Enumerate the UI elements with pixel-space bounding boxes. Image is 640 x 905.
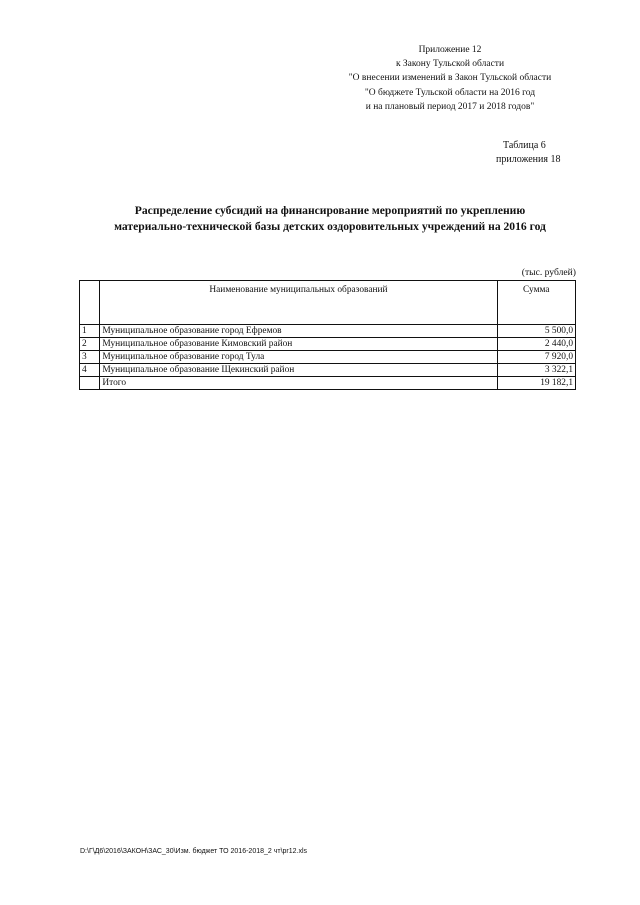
subsidy-table [79,280,576,390]
table-total-row [80,377,576,390]
table-header-row [80,281,576,325]
row-sum: 2 440,0 [497,338,575,351]
header-line: Приложение 12 [418,45,482,55]
column-header-sum: Сумма [497,281,575,325]
file-path-footer: D:\Г\Д6\2016\ЗАКОН\ЗАС_30\Изм. бюджет ТО 2016-2018_2 чт\pr12.xls [80,848,308,855]
column-header-num [80,281,100,325]
total-sum: 19 182,1 [497,377,575,390]
table-row [80,325,576,338]
units-label: (тыс. рублей) [521,267,576,278]
row-municipality: Муниципальное образование город Тула [100,351,497,364]
row-sum: 5 500,0 [497,325,575,338]
row-sum: 3 322,1 [497,364,575,377]
table-reference [490,139,560,167]
row-municipality: Муниципальное образование Кимовский район [100,338,497,351]
appendix-header [330,43,570,114]
row-municipality: Муниципальное образование Щекинский район [100,364,497,377]
table-row [80,364,576,377]
table-row [80,351,576,364]
row-sum: 7 920,0 [497,351,575,364]
title-line-1: Распределение субсидий на финансирование мероприятий по укреплению [134,204,526,217]
row-number: 4 [80,364,100,377]
appendix-number: приложения 18 [496,154,561,165]
row-number: 2 [80,338,100,351]
total-label: Итого [100,377,497,390]
header-line: "О внесении изменений в Закон Тульской области [348,73,552,84]
header-line: и на плановый период 2017 и 2018 годов" [365,101,535,112]
header-line: "О бюджете Тульской области на 2016 год [364,87,536,98]
title-line-2: материально-технической базы детских оздоровительных учреждений на 2016 год [114,220,546,233]
document-title [80,203,580,235]
header-line: к Закону Тульской области [395,59,505,70]
column-header-name: Наименование муниципальных образований [100,281,497,325]
row-municipality: Муниципальное образование город Ефремов [100,325,497,338]
total-number [80,377,100,390]
row-number: 3 [80,351,100,364]
table-number: Таблица 6 [503,140,546,151]
row-number: 1 [80,325,100,338]
table-row [80,338,576,351]
